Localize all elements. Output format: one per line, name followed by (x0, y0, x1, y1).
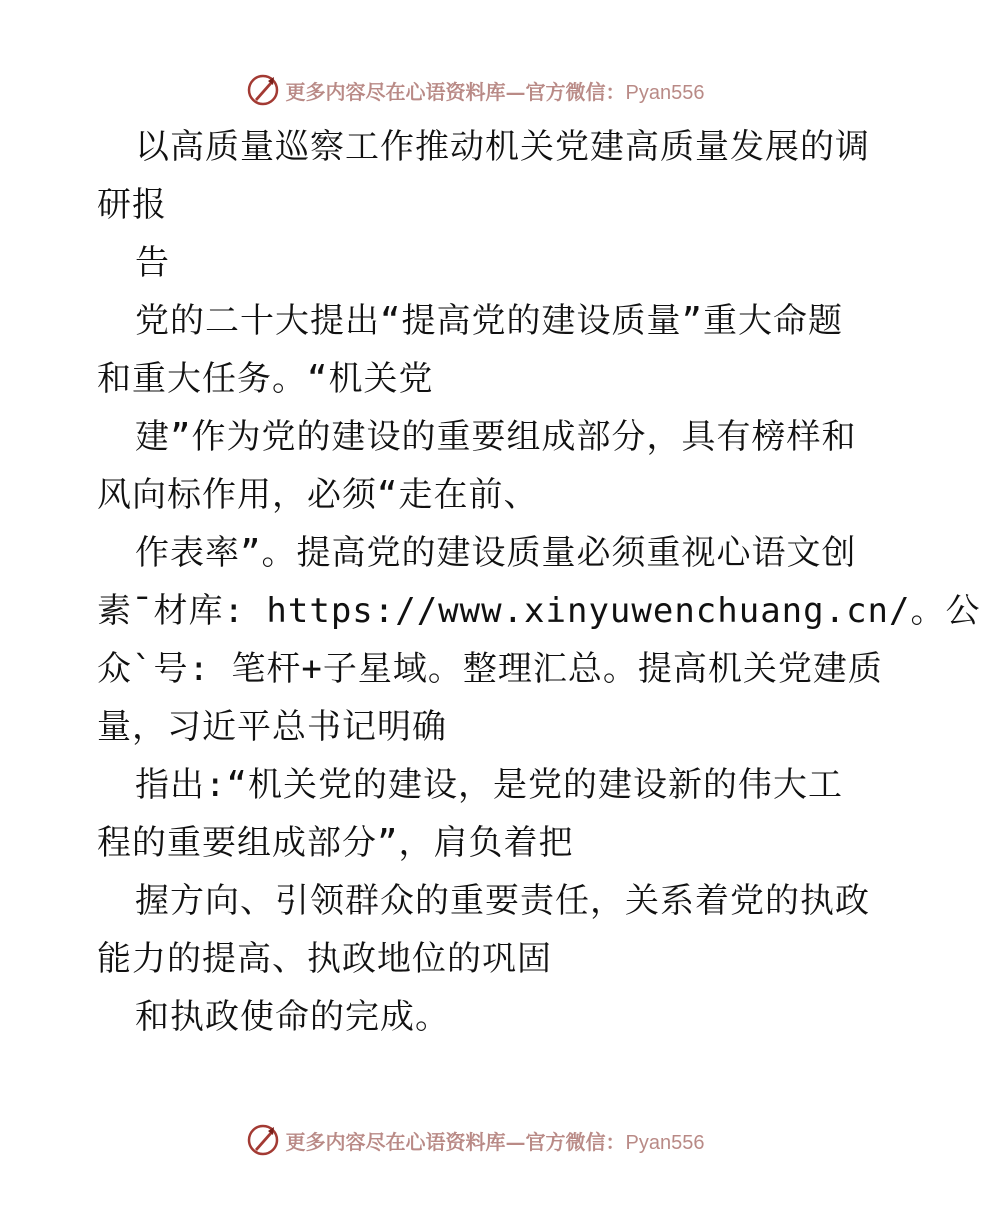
watermark-dash: — (505, 1129, 526, 1154)
paragraph-line: 握方向、引领群众的重要责任，关系着党的执政 (135, 881, 870, 921)
paragraph-line: 研报 (97, 185, 167, 225)
quill-circle-icon (246, 73, 280, 107)
quill-circle-icon (246, 1123, 280, 1157)
paragraph-line: 素¯材库: https://www.xinyuwenchuang.cn/。公 (97, 591, 981, 631)
paragraph-line: 建”作为党的建设的重要组成部分，具有榜样和 (135, 417, 857, 457)
header-watermark-text (286, 76, 705, 105)
header-watermark-inner (246, 73, 705, 107)
watermark-wechat-id: Pyan556 (625, 81, 705, 104)
footer-watermark (0, 1120, 950, 1160)
paragraph-line: 作表率”。提高党的建设质量必须重视心语文创 (135, 533, 857, 573)
paragraph-line: 和执政使命的完成。 (135, 997, 450, 1037)
paragraph-line: 党的二十大提出“提高党的建设质量”重大命题 (135, 301, 843, 341)
paragraph-line: 风向标作用，必须“走在前、 (97, 475, 539, 515)
document-body (97, 118, 981, 1046)
watermark-site: 更多内容尽在心语资料库 (285, 1129, 506, 1154)
paragraph-line: 众`号: 笔杆+子星域。整理汇总。提高机关党建质 (97, 649, 883, 689)
footer-watermark-text (286, 1126, 705, 1155)
header-watermark (0, 70, 950, 110)
paragraph-line: 告 (135, 243, 170, 283)
paragraph-line: 能力的提高、执政地位的巩固 (97, 939, 552, 979)
watermark-wechat-label: 官方微信： (525, 79, 626, 104)
watermark-dash: — (505, 79, 526, 104)
paragraph-line: 程的重要组成部分”，肩负着把 (97, 823, 574, 863)
watermark-wechat-id: Pyan556 (625, 1131, 705, 1154)
paragraph-line: 以高质量巡察工作推动机关党建高质量发展的调 (135, 127, 870, 167)
watermark-site: 更多内容尽在心语资料库 (285, 79, 506, 104)
paragraph-line: 指出:“机关党的建设，是党的建设新的伟大工 (135, 765, 843, 805)
watermark-wechat-label: 官方微信： (525, 1129, 626, 1154)
footer-watermark-inner (246, 1123, 705, 1157)
paragraph-line: 和重大任务。“机关党 (97, 359, 434, 399)
paragraph-line: 量，习近平总书记明确 (97, 707, 447, 747)
